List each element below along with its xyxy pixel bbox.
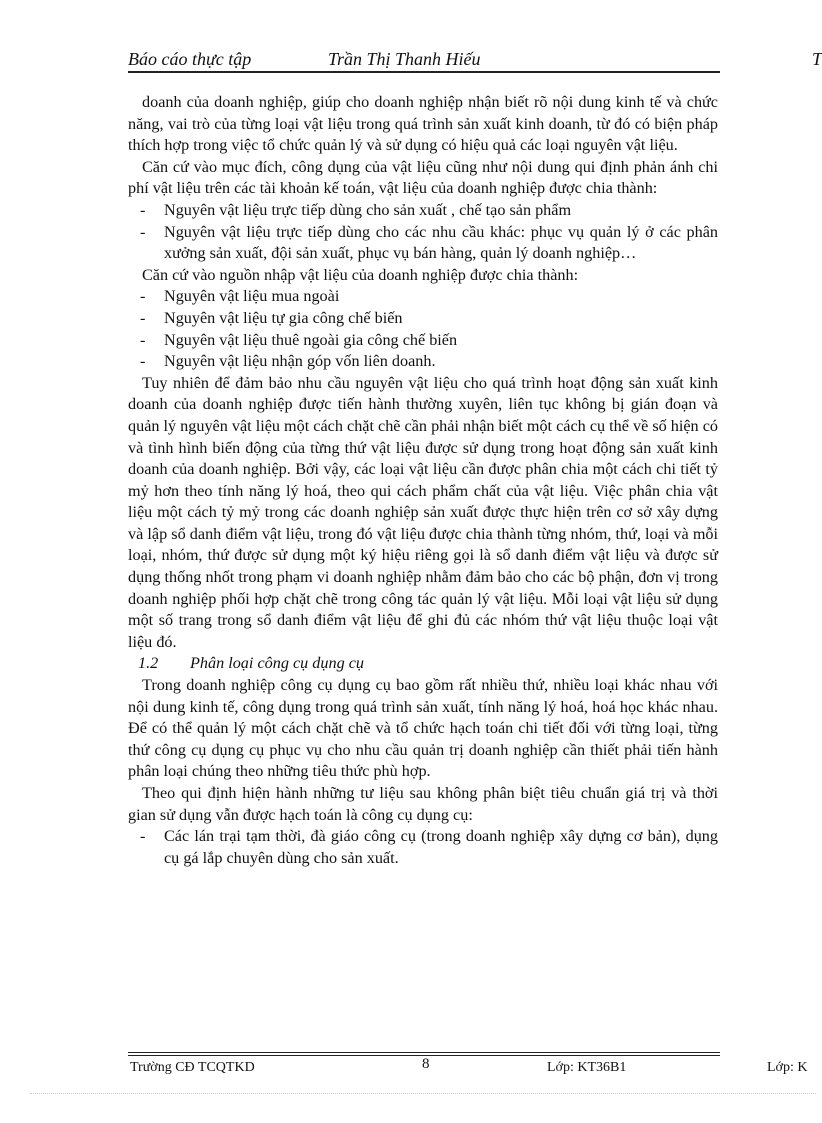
footer-class-cut: Lớp: K	[767, 1060, 808, 1075]
header-author: Trần Thị Thanh Hiếu	[328, 49, 481, 69]
header-rule	[128, 71, 720, 73]
header-cut-text: T	[812, 49, 822, 69]
paragraph: Căn cứ vào mục đích, công dụng của vật liệu cũng như nội dung qui định phản ánh chi phí vật liệu trên các tài khoản kế toán, vật liệu của doanh nghiệp được chia thành:	[128, 157, 718, 198]
list-bullet: -	[140, 330, 146, 349]
section-title: Phân loại công cụ dụng cụ	[190, 654, 364, 673]
header-report-title: Báo cáo thực tập	[128, 49, 252, 69]
list-bullet: -	[140, 287, 146, 306]
footer-school: Trường CĐ TCQTKD	[130, 1060, 255, 1075]
document-body	[128, 92, 718, 869]
page-header	[128, 48, 822, 70]
list-item: - Nguyên vật liệu tự gia công chế biến	[128, 308, 718, 330]
paragraph: Tuy nhiên để đảm bảo nhu cầu nguyên vật liệu cho quá trình hoạt động sản xuất kinh doanh của doanh nghiệp được tiến hành thường xuyên, liên tục không bị gián đoạn và quản lý nguyên vật liệu một cách chặt chẽ cần phải nhận biết một cách cụ thể về số hiện có và tình hình biến động của từng thứ vật liệu được sử dụng trong hoạt động sản xuất kinh doanh của doanh nghiệp. Bởi vậy, các loại vật liệu cần được phân chia một cách chi tiết tỷ mỷ hơn theo tính năng lý hoá, theo qui cách phẩm chất của vật liệu. Việc phân chia vật liệu một cách tỷ mỷ trong các doanh nghiệp sản xuất được thực hiện trên cơ sở xây dựng và lập sổ danh điểm vật liệu, trong đó vật liệu được chia thành từng nhóm, thứ, loại và mỗi loại, nhóm, thứ được sử dụng một ký hiệu riêng gọi là sổ danh điểm vật liệu và được sử dụng thống nhốt trong phạm vi doanh nghiệp nhằm đảm bảo cho các bộ phận, đơn vị trong doanh nghiệp phối hợp chặt chẽ trong công tác quản lý vật liệu. Mỗi loại vật liệu sử dụng một số trang trong sổ danh điểm vật liệu để ghi đủ các nhóm thứ vật liệu thuộc loại vật liệu đó.	[128, 373, 718, 651]
list-item: - Nguyên vật liệu mua ngoài	[128, 286, 718, 308]
footer-class: Lớp: KT36B1	[547, 1060, 627, 1075]
list-item: - Nguyên vật liệu trực tiếp dùng cho sản xuất , chế tạo sản phẩm	[128, 200, 718, 222]
footer-rule	[128, 1052, 720, 1053]
list-item: - Nguyên vật liệu thuê ngoài gia công chế biến	[128, 330, 718, 352]
paragraph: doanh của doanh nghiệp, giúp cho doanh nghiệp nhận biết rõ nội dung kinh tế và chức năng, vai trò của từng loại vật liệu trong quá trình sản xuất kinh doanh, từ đó có biện pháp thích hợp trong việc tổ chức quản lý và sử dụng có hiệu quả các loại nguyên vật liệu.	[128, 93, 718, 155]
list-bullet: -	[140, 827, 146, 846]
list-bullet: -	[140, 200, 146, 219]
list-item: - Nguyên vật liệu trực tiếp dùng cho các nhu cầu khác: phục vụ quản lý ở các phân xưởng sản xuất, đội sản xuất, phục vụ bán hàng, quản lý doanh nghiệp…	[128, 222, 718, 265]
list-bullet: -	[140, 222, 146, 241]
paragraph: Theo qui định hiện hành những tư liệu sau không phân biệt tiêu chuẩn giá trị và thời gian sử dụng vẫn được hạch toán là công cụ dụng cụ:	[128, 784, 718, 824]
page-number: 8	[422, 1056, 430, 1072]
list-bullet: -	[140, 308, 146, 327]
paragraph: Trong doanh nghiệp công cụ dụng cụ bao gồm rất nhiều thứ, nhiều loại khác nhau với nội dung kinh tế, công dụng trong quá trình sản xuất, tính năng lý hoá, hoá học khác nhau. Để có thể quản lý một cách chặt chẽ và tổ chức hạch toán chi tiết đối với từng loại, từng thứ công cụ dụng cụ phục vụ cho nhu cầu quản trị doanh nghiệp cần thiết phải tiến hành phân loại chúng theo những tiêu thức phù hợp.	[128, 676, 718, 781]
section-number: 1.2	[138, 654, 159, 673]
list-item: - Các lán trại tạm thời, đà giáo công cụ (trong doanh nghiệp xây dựng cơ bản), dụng cụ gá lắp chuyên dùng cho sản xuất.	[128, 826, 718, 869]
page-bottom-edge	[30, 1093, 816, 1094]
list-item: - Nguyên vật liệu nhận góp vốn liên doanh.	[128, 351, 718, 373]
page-footer	[0, 1058, 816, 1078]
list-bullet: -	[140, 352, 146, 371]
paragraph: Căn cứ vào nguồn nhập vật liệu của doanh nghiệp được chia thành:	[142, 265, 579, 284]
section-heading	[128, 653, 718, 675]
